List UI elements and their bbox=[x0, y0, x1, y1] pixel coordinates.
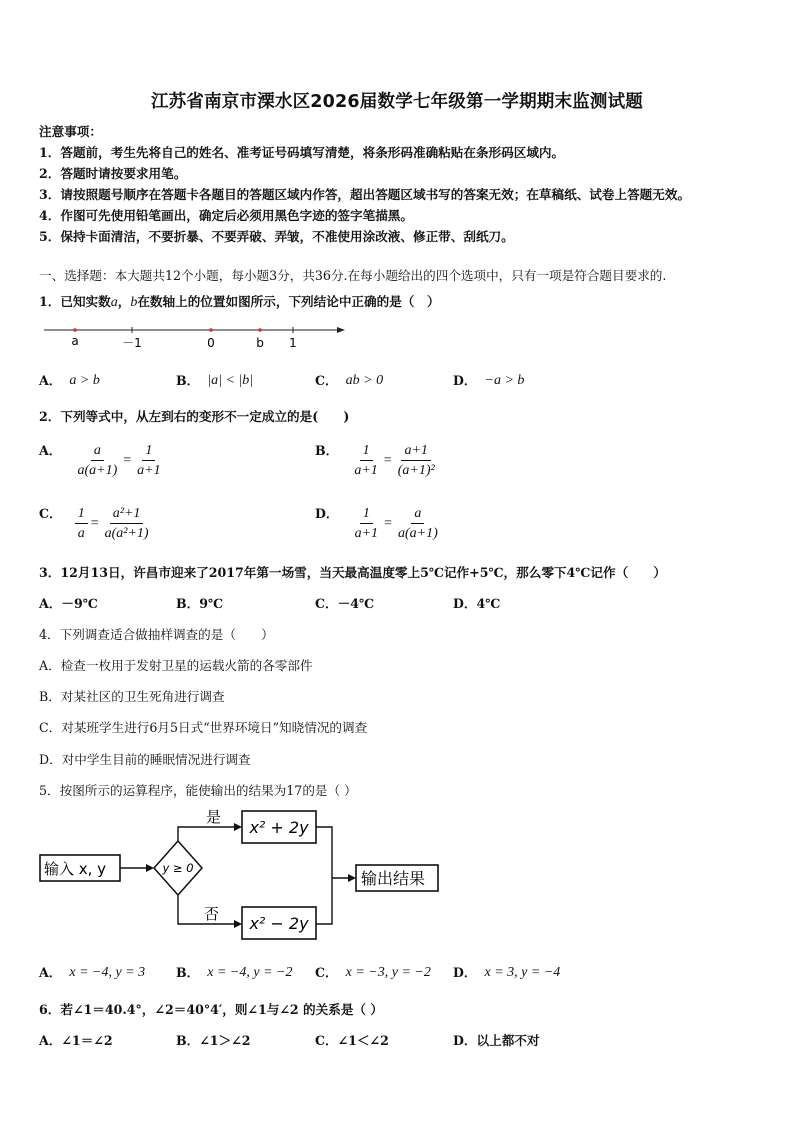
option-text: x = 3, y = −4 bbox=[484, 965, 561, 980]
q6-stem: 6．若∠1＝40.4°，∠2＝40°4′，则∠1与∠2 的关系是（ ） bbox=[39, 1002, 383, 1017]
option-text: 以上都不对 bbox=[476, 1033, 540, 1048]
note-item: 1．答题前，考生先将自己的姓名、准考证号码填写清楚，将条形码准确粘贴在条形码区域内。 bbox=[39, 145, 565, 160]
q1-stem bbox=[39, 291, 440, 311]
point-b bbox=[258, 328, 262, 332]
q1-option-a[interactable] bbox=[39, 369, 100, 389]
q5-option-d[interactable] bbox=[453, 961, 560, 981]
q2-option-d[interactable] bbox=[315, 502, 441, 542]
option-label: C． bbox=[315, 1033, 338, 1048]
number-line bbox=[40, 318, 350, 352]
option-text: －4℃ bbox=[337, 596, 375, 611]
arrow-icon bbox=[348, 874, 356, 882]
fraction bbox=[351, 442, 380, 479]
point-0 bbox=[209, 328, 213, 332]
note-item: 3．请按照题号顺序在答题卡各题目的答题区域内作答，超出答题区域书写的答案无效；在草稿纸、试卷上答题无效。 bbox=[39, 187, 691, 202]
numerator: 1 bbox=[360, 505, 373, 524]
q6-option-d[interactable] bbox=[453, 1030, 539, 1049]
fraction bbox=[74, 442, 120, 479]
note-item: 2．答题时请按要求用笔。 bbox=[39, 166, 187, 181]
fraction bbox=[75, 505, 88, 542]
option-label: B． bbox=[176, 1033, 200, 1048]
option-text: a > b bbox=[69, 373, 100, 388]
q6-option-c[interactable] bbox=[315, 1030, 389, 1049]
q2-option-a[interactable] bbox=[39, 439, 164, 479]
fraction bbox=[352, 505, 381, 542]
option-label: D． bbox=[453, 596, 477, 611]
equation bbox=[75, 505, 152, 542]
point-a bbox=[73, 328, 77, 332]
numerator: a bbox=[91, 442, 104, 461]
arrow-icon bbox=[337, 327, 345, 333]
q1-option-c[interactable] bbox=[315, 369, 383, 389]
q1-stem-part: 在数轴上的位置如图所示，下列结论中正确的是（ ） bbox=[137, 294, 440, 309]
label-0: 0 bbox=[207, 336, 215, 350]
q1-stem-part: 1．已知实数 bbox=[39, 294, 111, 309]
numerator: a²+1 bbox=[110, 505, 144, 524]
no-label: 否 bbox=[204, 905, 220, 923]
fraction bbox=[395, 505, 441, 542]
connector bbox=[178, 827, 236, 841]
q5-stem: 5．按图所示的运算程序，能使输出的结果为17的是（ ） bbox=[39, 783, 357, 798]
option-text: x = −4, y = 3 bbox=[69, 965, 146, 980]
q4-option-d[interactable]: D．对中学生目前的睡眠情况进行调查 bbox=[39, 752, 251, 767]
option-label: B． bbox=[176, 596, 200, 611]
denominator: a+1 bbox=[354, 463, 378, 478]
flowchart bbox=[36, 803, 446, 953]
option-label: A． bbox=[39, 373, 62, 388]
equation bbox=[352, 505, 441, 542]
fraction bbox=[395, 442, 438, 479]
option-label: B． bbox=[176, 373, 200, 388]
yes-expression: x² + 2y bbox=[249, 818, 309, 837]
note-item: 4．作图可先使用铅笔画出，确定后必须用黑色字迹的签字笔描黑。 bbox=[39, 208, 413, 223]
q4-option-b[interactable]: B．对某社区的卫生死角进行调查 bbox=[39, 689, 225, 704]
option-text: 4℃ bbox=[476, 596, 501, 611]
option-label: B． bbox=[315, 443, 339, 458]
option-text: 9℃ bbox=[199, 596, 224, 611]
numerator: a bbox=[411, 505, 424, 524]
option-label: A． bbox=[39, 596, 62, 611]
label-a: a bbox=[71, 334, 79, 348]
option-text: −a > b bbox=[484, 373, 525, 388]
q4-option-a[interactable]: A．检查一枚用于发射卫星的运载火箭的各零部件 bbox=[39, 658, 313, 673]
fraction bbox=[102, 505, 152, 542]
option-label: A． bbox=[39, 965, 62, 980]
equals-sign: = bbox=[384, 515, 392, 531]
denominator: (a+1)² bbox=[397, 463, 435, 478]
equals-sign: = bbox=[383, 452, 392, 468]
option-text: ∠1＞∠2 bbox=[199, 1033, 251, 1048]
q6-option-b[interactable] bbox=[176, 1030, 250, 1049]
denominator: a+1 bbox=[354, 526, 379, 541]
section-heading: 一、选择题：本大题共12个小题，每小题3分，共36分.在每小题给出的四个选项中，只有一项是符合题目要求的. bbox=[39, 268, 667, 283]
equals-sign: = bbox=[123, 452, 132, 468]
q1-option-b[interactable] bbox=[176, 369, 253, 389]
notes-header: 注意事项： bbox=[39, 124, 102, 139]
option-text: ∠1＝∠2 bbox=[61, 1033, 113, 1048]
fraction bbox=[134, 442, 163, 479]
option-label: C． bbox=[315, 596, 338, 611]
numerator: 1 bbox=[360, 442, 373, 461]
connector bbox=[316, 827, 332, 924]
denominator: a+1 bbox=[137, 463, 161, 478]
q1-option-d[interactable] bbox=[453, 369, 524, 389]
option-label: C． bbox=[315, 965, 338, 980]
option-label: C． bbox=[315, 373, 338, 388]
denominator: a(a²+1) bbox=[104, 526, 149, 541]
option-label: D． bbox=[453, 1033, 477, 1048]
denominator: a(a+1) bbox=[397, 526, 438, 541]
q5-option-a[interactable] bbox=[39, 961, 145, 981]
input-label: 输入 x, y bbox=[44, 860, 107, 878]
note-item: 5．保持卡面清洁，不要折暴、不要弄破、弄皱，不准使用涂改液、修正带、刮纸刀。 bbox=[39, 229, 514, 244]
yes-label: 是 bbox=[206, 808, 222, 826]
numerator: 1 bbox=[75, 505, 88, 524]
option-text: ab > 0 bbox=[345, 373, 384, 388]
option-label: A． bbox=[39, 1033, 62, 1048]
option-text: ∠1＜∠2 bbox=[337, 1033, 389, 1048]
q3-option-b[interactable] bbox=[176, 593, 223, 612]
label-neg1: －1 bbox=[122, 336, 142, 350]
q1-var-a: a bbox=[110, 295, 118, 310]
equation bbox=[74, 442, 163, 479]
q6-option-a[interactable] bbox=[39, 1030, 113, 1049]
option-label: B． bbox=[176, 965, 200, 980]
q5-option-b[interactable] bbox=[176, 961, 292, 981]
no-expression: x² − 2y bbox=[249, 914, 309, 933]
option-label: D． bbox=[453, 373, 477, 388]
option-label: A． bbox=[39, 443, 62, 458]
option-label: D． bbox=[453, 965, 477, 980]
denominator: a bbox=[77, 526, 85, 541]
q2-stem: 2．下列等式中，从左到右的变形不一定成立的是( ) bbox=[39, 409, 350, 424]
equals-sign: = bbox=[90, 515, 99, 531]
q3-option-a[interactable] bbox=[39, 593, 98, 612]
arrow-icon bbox=[234, 920, 242, 928]
q3-stem: 3．12月13日，许昌市迎来了2017年第一场雪，当天最高温度零上5℃记作+5℃，那么零下4℃记作（ ） bbox=[39, 565, 666, 580]
arrow-icon bbox=[146, 864, 154, 872]
q5-option-c[interactable] bbox=[315, 961, 431, 981]
q3-option-c[interactable] bbox=[315, 593, 374, 612]
label-b: b bbox=[256, 336, 264, 350]
option-text: －9℃ bbox=[61, 596, 98, 611]
page-title: 江苏省南京市溧水区2026届数学七年级第一学期期末监测试题 bbox=[150, 92, 643, 112]
option-label: D． bbox=[315, 506, 339, 521]
label-1: 1 bbox=[289, 336, 297, 350]
q3-option-d[interactable] bbox=[453, 593, 500, 612]
q1-var-b: b bbox=[130, 295, 138, 310]
numerator: 1 bbox=[142, 442, 155, 461]
arrow-icon bbox=[234, 823, 242, 831]
q4-option-c[interactable]: C．对某班学生进行6月5日式“世界环境日”知晓情况的调查 bbox=[39, 720, 368, 735]
denominator: a(a+1) bbox=[77, 463, 118, 478]
condition-label: y ≥ 0 bbox=[162, 861, 194, 875]
option-text: x = −4, y = −2 bbox=[207, 965, 293, 980]
option-text: x = −3, y = −2 bbox=[345, 965, 431, 980]
option-label: C． bbox=[39, 506, 62, 521]
q4-stem: 4．下列调查适合做抽样调查的是（ ） bbox=[39, 627, 274, 642]
equation bbox=[351, 442, 437, 479]
numerator: a+1 bbox=[401, 442, 430, 461]
output-label: 输出结果 bbox=[361, 869, 426, 888]
q2-option-b[interactable] bbox=[315, 439, 438, 479]
q1-sep: ， bbox=[117, 294, 131, 309]
option-text: |a| < |b| bbox=[207, 373, 254, 388]
q2-option-c[interactable] bbox=[39, 502, 152, 542]
